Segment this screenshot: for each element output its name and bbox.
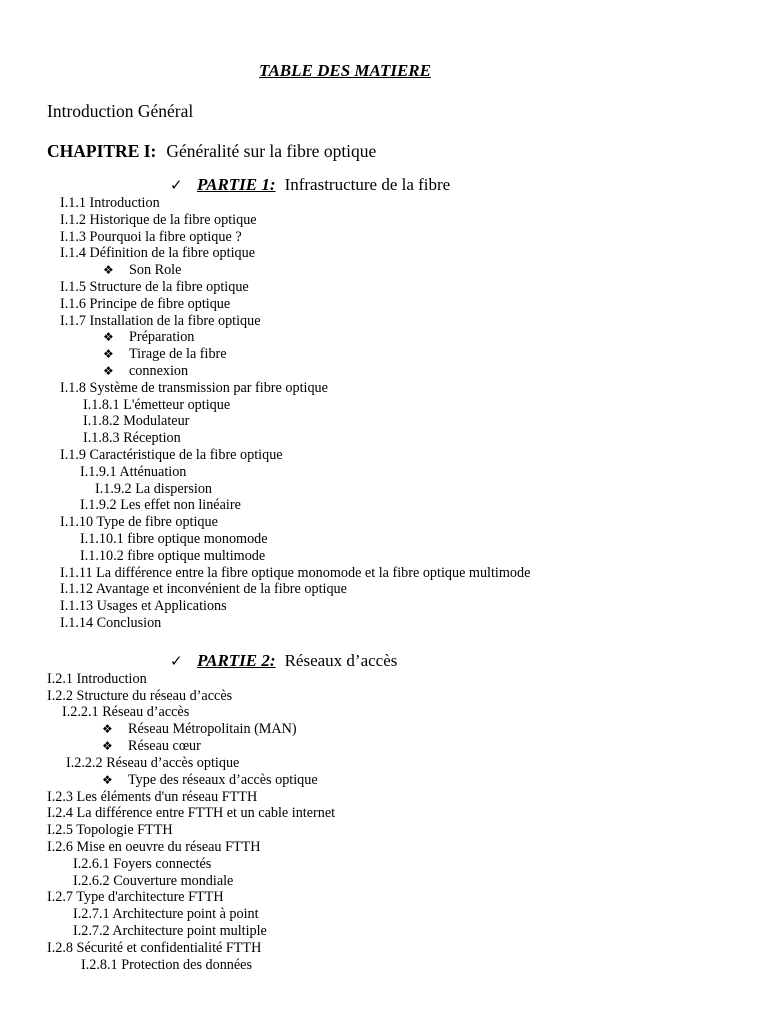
toc-entry: I.2.8.1 Protection des données xyxy=(81,957,253,973)
part-1-label: PARTIE 1: xyxy=(197,175,276,194)
toc-entry: I.2.6 Mise en oeuvre du réseau FTTH xyxy=(47,839,261,855)
toc-bullet-entry xyxy=(103,346,227,363)
toc-entry: I.1.3 Pourquoi la fibre optique ? xyxy=(60,229,242,245)
toc-entry: I.1.10 Type de fibre optique xyxy=(60,514,218,530)
toc-entry: I.2.2.1 Réseau d’accès xyxy=(62,704,190,720)
diamond-bullet-icon: ❖ xyxy=(103,347,114,361)
toc-entry: I.1.11 La différence entre la fibre optique monomode et la fibre optique multimode xyxy=(60,565,531,581)
toc-entry: I.2.6.1 Foyers connectés xyxy=(73,856,212,872)
diamond-bullet-icon: ❖ xyxy=(102,739,113,753)
toc-entry: I.1.14 Conclusion xyxy=(60,615,162,631)
toc-entry: I.1.1 Introduction xyxy=(60,195,160,211)
toc-bullet-entry xyxy=(103,262,181,279)
diamond-bullet-icon: ❖ xyxy=(102,722,113,736)
toc-entry: I.1.12 Avantage et inconvénient de la fibre optique xyxy=(60,581,347,597)
toc-entry: I.1.6 Principe de fibre optique xyxy=(60,296,231,312)
toc-bullet-label: Réseau Métropolitain (MAN) xyxy=(128,721,297,737)
toc-entry: I.2.3 Les éléments d'un réseau FTTH xyxy=(47,789,258,805)
toc-bullet-entry xyxy=(102,738,201,755)
check-icon: ✓ xyxy=(170,652,183,670)
toc-entry: I.1.8 Système de transmission par fibre optique xyxy=(60,380,328,396)
toc-entry: I.1.8.3 Réception xyxy=(83,430,181,446)
chapter-title: Généralité sur la fibre optique xyxy=(166,141,377,161)
toc-entry: I.2.7.1 Architecture point à point xyxy=(73,906,259,922)
toc-entry: I.2.5 Topologie FTTH xyxy=(47,822,173,838)
toc-entry: I.1.9.2 La dispersion xyxy=(95,481,213,497)
toc-bullet-label: Réseau cœur xyxy=(128,738,201,754)
toc-bullet-label: Son Role xyxy=(129,262,182,278)
part-1-heading xyxy=(170,174,450,196)
toc-entry: I.1.8.1 L'émetteur optique xyxy=(83,397,231,413)
chapter-label: CHAPITRE I: xyxy=(47,141,157,161)
toc-bullet-label: connexion xyxy=(129,363,189,379)
toc-entry: I.2.2.2 Réseau d’accès optique xyxy=(66,755,240,771)
toc-title: TABLE DES MATIERE xyxy=(259,61,431,80)
toc-bullet-entry xyxy=(103,329,194,346)
toc-bullet-label: Tirage de la fibre xyxy=(129,346,227,362)
toc-entry: I.1.9.1 Atténuation xyxy=(80,464,187,480)
part-2-title: Réseaux d’accès xyxy=(284,651,398,670)
part-1-title: Infrastructure de la fibre xyxy=(284,175,451,194)
part-2-label: PARTIE 2: xyxy=(197,651,276,670)
toc-entry: I.2.7 Type d'architecture FTTH xyxy=(47,889,224,905)
toc-entry: I.2.2 Structure du réseau d’accès xyxy=(47,688,233,704)
toc-entry: I.1.10.2 fibre optique multimode xyxy=(80,548,266,564)
toc-entry: I.2.6.2 Couverture mondiale xyxy=(73,873,234,889)
diamond-bullet-icon: ❖ xyxy=(102,773,113,787)
toc-entry: I.2.8 Sécurité et confidentialité FTTH xyxy=(47,940,262,956)
intro-heading: Introduction Général xyxy=(47,101,194,121)
part-2-heading xyxy=(170,650,397,672)
toc-entry: I.2.4 La différence entre FTTH et un cable internet xyxy=(47,805,336,821)
toc-bullet-entry xyxy=(102,772,318,789)
toc-bullet-label: Préparation xyxy=(129,329,195,345)
diamond-bullet-icon: ❖ xyxy=(103,330,114,344)
toc-entry: I.2.1 Introduction xyxy=(47,671,147,687)
toc-entry: I.1.8.2 Modulateur xyxy=(83,413,190,429)
toc-entry: I.1.4 Définition de la fibre optique xyxy=(60,245,256,261)
toc-entry: I.1.9.2 Les effet non linéaire xyxy=(80,497,241,513)
toc-entry: I.1.5 Structure de la fibre optique xyxy=(60,279,249,295)
toc-entry: I.2.7.2 Architecture point multiple xyxy=(73,923,267,939)
toc-entry: I.1.13 Usages et Applications xyxy=(60,598,227,614)
toc-bullet-entry xyxy=(102,721,297,738)
toc-bullet-label: Type des réseaux d’accès optique xyxy=(128,772,318,788)
chapter-heading xyxy=(47,140,376,162)
diamond-bullet-icon: ❖ xyxy=(103,263,114,277)
toc-entry: I.1.9 Caractéristique de la fibre optique xyxy=(60,447,283,463)
diamond-bullet-icon: ❖ xyxy=(103,364,114,378)
toc-bullet-entry xyxy=(103,363,188,380)
toc-entry: I.1.10.1 fibre optique monomode xyxy=(80,531,268,547)
toc-entry: I.1.7 Installation de la fibre optique xyxy=(60,313,261,329)
toc-entry: I.1.2 Historique de la fibre optique xyxy=(60,212,257,228)
check-icon: ✓ xyxy=(170,176,183,194)
